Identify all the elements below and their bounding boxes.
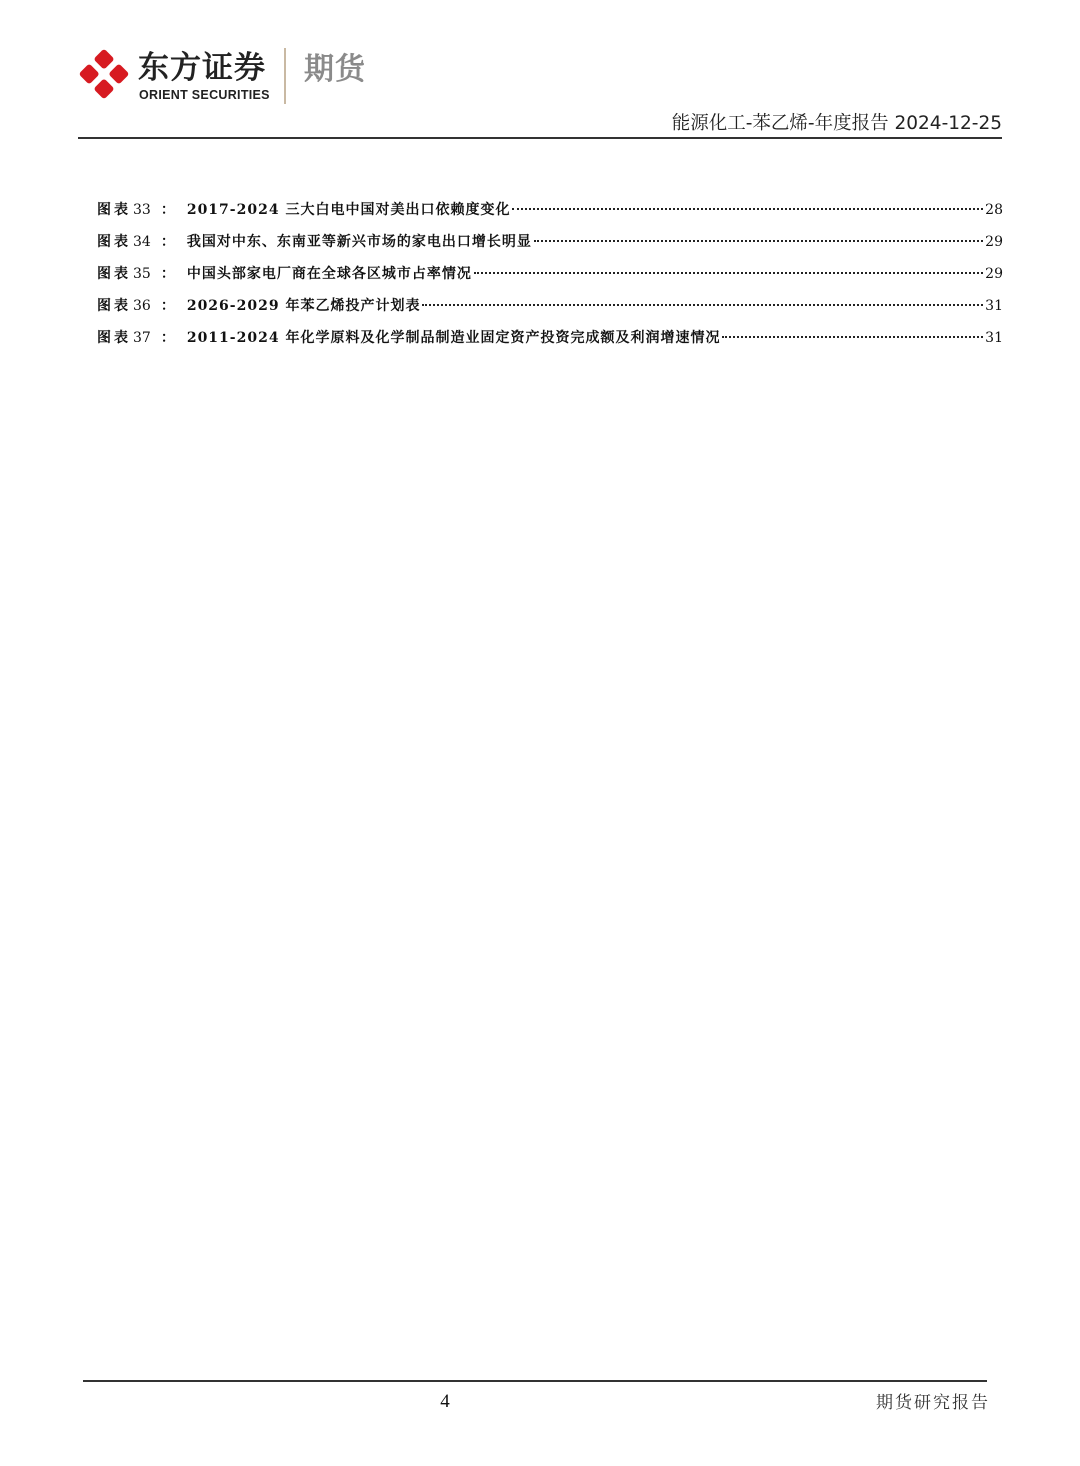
toc-entry-label: 图表 xyxy=(97,266,131,282)
toc-entry-title: 2026-2029 年苯乙烯投产计划表 xyxy=(186,298,421,314)
toc-entry[interactable] xyxy=(97,326,1003,358)
toc-entry-colon: ： xyxy=(160,234,175,250)
orient-securities-logo-icon xyxy=(76,46,132,102)
toc-entry-label: 图表 xyxy=(97,234,131,250)
toc-entry-label: 图表 xyxy=(97,330,131,346)
figure-table-of-contents xyxy=(97,198,1003,358)
footer-divider xyxy=(83,1380,987,1382)
report-title: 能源化工-苯乙烯-年度报告 2024-12-25 xyxy=(671,113,1002,134)
toc-entry-colon: ： xyxy=(160,298,175,314)
toc-entry-number: 37 xyxy=(133,330,151,346)
brand-subtitle: 期货 xyxy=(304,52,366,87)
header-divider xyxy=(78,137,1002,139)
toc-entry-page: 31 xyxy=(985,298,1003,314)
page-header xyxy=(0,0,1080,140)
toc-entry[interactable] xyxy=(97,198,1003,230)
toc-entry-title: 2011-2024 年化学原料及化学制品制造业固定资产投资完成额及利润增速情况 xyxy=(186,330,721,346)
footer-label: 期货研究报告 xyxy=(876,1393,990,1413)
toc-entry-title: 中国头部家电厂商在全球各区城市占率情况 xyxy=(186,266,472,282)
toc-entry-colon: ： xyxy=(160,202,175,218)
toc-entry-page: 29 xyxy=(985,266,1003,282)
brand-name-en: ORIENT SECURITIES xyxy=(139,88,270,102)
toc-entry-number: 34 xyxy=(133,234,151,250)
toc-entry-colon: ： xyxy=(160,266,175,282)
brand-name-cn: 东方证券 xyxy=(138,50,266,86)
toc-entry-page: 29 xyxy=(985,234,1003,250)
toc-leader-dots xyxy=(474,272,983,274)
toc-leader-dots xyxy=(512,208,983,210)
toc-entry-number: 36 xyxy=(133,298,151,314)
page-number: 4 xyxy=(440,1391,450,1412)
toc-leader-dots xyxy=(422,304,983,306)
toc-entry-colon: ： xyxy=(160,330,175,346)
toc-entry[interactable] xyxy=(97,294,1003,326)
toc-entry-number: 33 xyxy=(133,202,151,218)
toc-entry-title: 2017-2024 三大白电中国对美出口依赖度变化 xyxy=(186,202,511,218)
toc-entry-label: 图表 xyxy=(97,298,131,314)
brand-divider xyxy=(284,48,286,104)
toc-entry-page: 28 xyxy=(985,202,1003,218)
toc-entry-number: 35 xyxy=(133,266,151,282)
toc-entry-page: 31 xyxy=(985,330,1003,346)
toc-entry[interactable] xyxy=(97,230,1003,262)
toc-entry-title: 我国对中东、东南亚等新兴市场的家电出口增长明显 xyxy=(186,234,532,250)
toc-leader-dots xyxy=(534,240,983,242)
toc-entry-label: 图表 xyxy=(97,202,131,218)
toc-leader-dots xyxy=(722,336,983,338)
toc-entry[interactable] xyxy=(97,262,1003,294)
